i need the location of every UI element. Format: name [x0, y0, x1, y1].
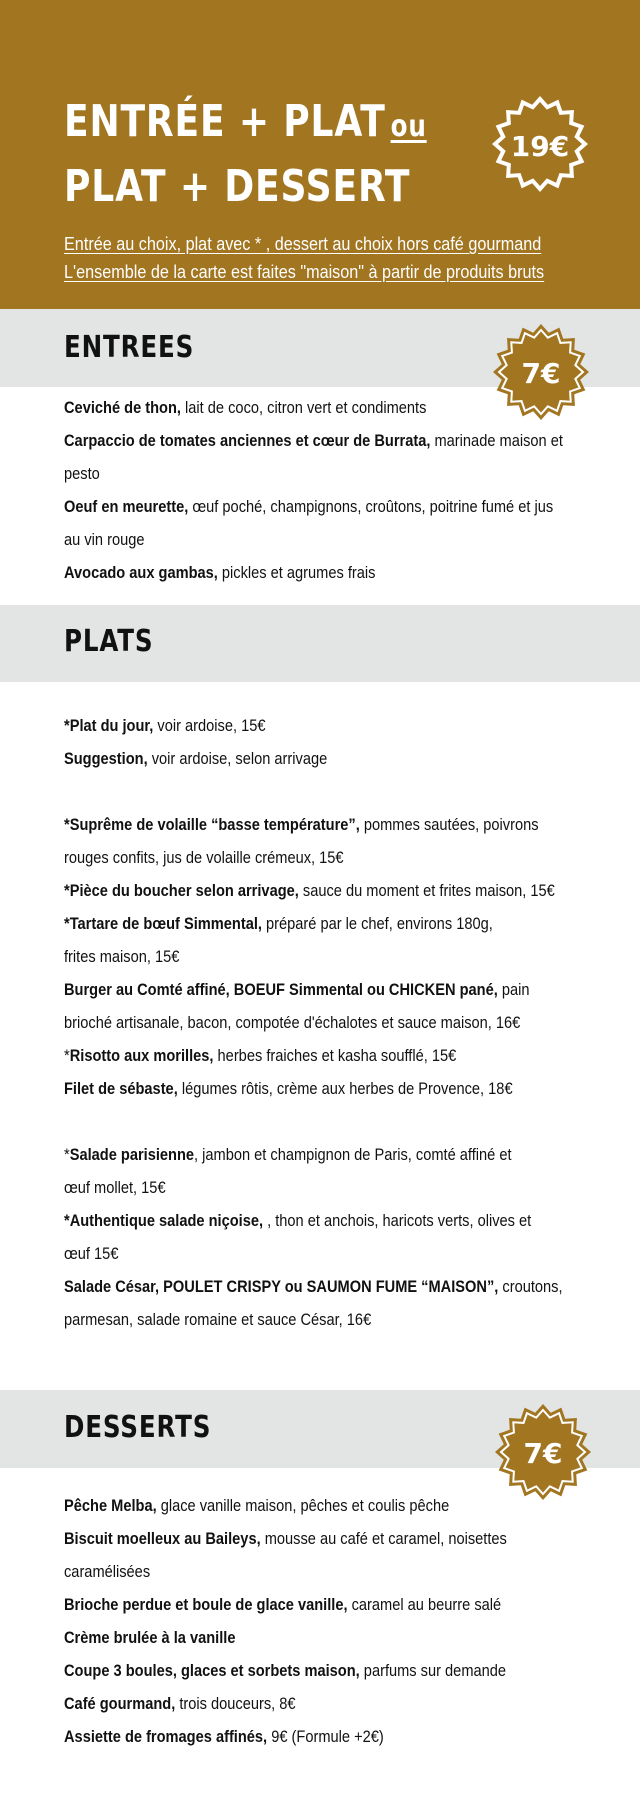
menu-line	[64, 457, 546, 490]
menu-line	[64, 1720, 546, 1753]
menu-line	[64, 973, 546, 1006]
formula-price-badge	[490, 94, 590, 194]
formula-title	[64, 92, 427, 217]
title-line2: PLAT + DESSERT	[64, 161, 411, 212]
dish-description: au vin rouge	[64, 530, 145, 549]
dish-name: Filet de sébaste,	[64, 1079, 178, 1098]
dish-description: sauce du moment et frites maison, 15€	[298, 881, 555, 900]
dish-description: caramélisées	[64, 1562, 151, 1581]
desserts-title: DESSERTS	[64, 1410, 212, 1445]
dish-name: Avocado aux gambas,	[64, 563, 218, 582]
menu-line	[64, 1621, 546, 1654]
menu-line	[64, 940, 546, 973]
dish-name: Pêche Melba,	[64, 1496, 157, 1515]
dish-name: Biscuit moelleux au Baileys,	[64, 1529, 261, 1548]
dish-name: Salade parisienne	[69, 1145, 195, 1164]
price-starburst-icon	[490, 94, 590, 194]
title-line1: ENTRÉE + PLAT	[64, 96, 386, 147]
dish-description: , jambon et champignon de Paris, comté affiné et	[194, 1145, 512, 1164]
menu-line	[64, 1654, 546, 1687]
title-ou: ou	[390, 109, 427, 144]
dish-description: glace vanille maison, pêches et coulis pêche	[156, 1496, 450, 1515]
dish-description: frites maison, 15€	[64, 947, 180, 966]
menu-line	[64, 1237, 546, 1270]
dish-name: Risotto aux morilles,	[69, 1046, 214, 1065]
menu-line	[64, 523, 546, 556]
dish-name: Carpaccio de tomates anciennes et cœur de Burrata,	[64, 431, 431, 450]
dish-name: Salade César, POULET CRISPY ou SAUMON FUME “MAISON”,	[64, 1277, 499, 1296]
menu-line	[64, 490, 554, 523]
dish-name: Burger au Comté affiné, BOEUF Simmental ou CHICKEN pané,	[64, 980, 498, 999]
dish-name: Coupe 3 boules, glaces et sorbets maison,	[64, 1661, 360, 1680]
menu-line	[64, 391, 546, 424]
dish-description: œuf 15€	[64, 1244, 119, 1263]
dish-description: pesto	[64, 464, 100, 483]
menu-line	[64, 1489, 546, 1522]
dish-description: mousse au café et caramel, noisettes	[260, 1529, 507, 1548]
dish-description: préparé par le chef, environs 180g,	[261, 914, 493, 933]
dish-description: croutons,	[498, 1277, 563, 1296]
dish-description: herbes fraiches et kasha soufflé, 15€	[213, 1046, 457, 1065]
dish-description: voir ardoise, 15€	[153, 716, 266, 735]
dish-description: brioché artisanale, bacon, compotée d'échalotes et sauce maison, 16€	[64, 1013, 521, 1032]
menu-line	[64, 1072, 546, 1105]
formula-subtitle	[64, 230, 544, 286]
dish-description: parfums sur demande	[359, 1661, 507, 1680]
dish-description: trois douceurs, 8€	[175, 1694, 296, 1713]
menu-line	[64, 1006, 546, 1039]
menu-line-prefix: *	[64, 1145, 70, 1164]
dish-description: , thon et anchois, haricots verts, olives et	[263, 1211, 532, 1230]
formula-price: 19€	[510, 130, 570, 163]
dish-name: Oeuf en meurette,	[64, 497, 189, 516]
menu-line	[64, 808, 546, 841]
dish-description: pickles et agrumes frais	[217, 563, 376, 582]
dish-name: *Pièce du boucher selon arrivage,	[64, 881, 299, 900]
menu-line	[64, 1303, 546, 1336]
dish-description: pain	[497, 980, 530, 999]
desserts-list	[64, 1489, 624, 1753]
dish-name: *Authentique salade niçoise,	[64, 1211, 264, 1230]
dish-description: lait de coco, citron vert et condiments	[180, 398, 427, 417]
menu-line	[64, 907, 546, 940]
menu-line	[64, 1105, 546, 1138]
menu-line	[64, 775, 546, 808]
menu-line-prefix: *	[64, 1046, 70, 1065]
dish-name: Café gourmand,	[64, 1694, 176, 1713]
menu-line	[64, 1687, 546, 1720]
dish-description: pommes sautées, poivrons	[359, 815, 539, 834]
menu-line	[64, 841, 546, 874]
menu-line	[64, 424, 563, 457]
dish-name: Suggestion,	[64, 749, 148, 768]
desserts-price: 7€	[523, 1437, 563, 1470]
menu-line	[64, 709, 546, 742]
dish-description: légumes rôtis, crème aux herbes de Provence, 18€	[177, 1079, 513, 1098]
dish-description: œuf poché, champignons, croûtons, poitrine fumé et jus	[188, 497, 554, 516]
plats-list	[64, 709, 624, 1336]
menu-line	[64, 1204, 546, 1237]
price-starburst-icon	[493, 1402, 593, 1502]
header-banner	[0, 0, 640, 309]
dish-description: voir ardoise, selon arrivage	[147, 749, 328, 768]
entrees-price: 7€	[521, 357, 561, 390]
dish-description: parmesan, salade romaine et sauce César, 16€	[64, 1310, 372, 1329]
dish-name: Crème brulée à la vanille	[64, 1628, 236, 1647]
menu-line	[64, 874, 555, 907]
menu-line	[64, 1522, 546, 1555]
menu-line	[64, 1270, 563, 1303]
dish-name: *Tartare de bœuf Simmental,	[64, 914, 262, 933]
dish-name: Ceviché de thon,	[64, 398, 181, 417]
subtitle-line2: L'ensemble de la carte est faites "maison" à partir de produits bruts	[64, 262, 545, 282]
entrees-title: ENTREES	[64, 330, 195, 365]
menu-line	[64, 1555, 546, 1588]
desserts-price-badge	[493, 1402, 593, 1502]
dish-name: Brioche perdue et boule de glace vanille,	[64, 1595, 348, 1614]
dish-name: Assiette de fromages affinés,	[64, 1727, 268, 1746]
menu-line	[64, 1138, 546, 1171]
dish-description: marinade maison et	[430, 431, 563, 450]
menu-line	[64, 556, 546, 589]
entrees-list	[64, 391, 624, 589]
menu-line	[64, 1588, 546, 1621]
dish-description: œuf mollet, 15€	[64, 1178, 166, 1197]
dish-description: 9€ (Formule +2€)	[267, 1727, 384, 1746]
subtitle-line1: Entrée au choix, plat avec * , dessert au choix hors café gourmand	[64, 234, 542, 254]
dish-name: *Suprême de volaille “basse température”,	[64, 815, 360, 834]
dish-description: rouges confits, jus de volaille crémeux, 15€	[64, 848, 344, 867]
dish-name: *Plat du jour,	[64, 716, 154, 735]
menu-line	[64, 742, 546, 775]
dish-description: caramel au beurre salé	[347, 1595, 502, 1614]
menu-line	[64, 1171, 546, 1204]
plats-title: PLATS	[64, 624, 154, 659]
menu-line	[64, 1039, 546, 1072]
